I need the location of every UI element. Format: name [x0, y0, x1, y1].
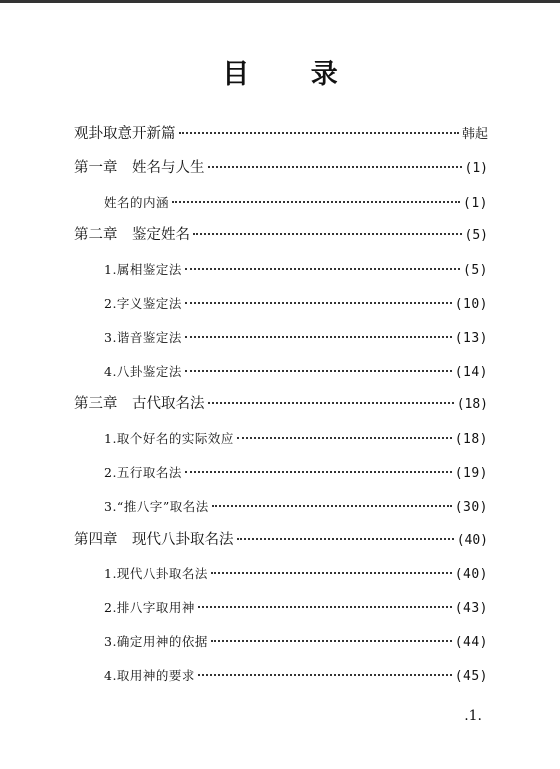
- toc-entry-page: (30): [454, 499, 488, 515]
- toc-entry-label: 2.五行取名法: [104, 464, 182, 480]
- toc-section-row: [74, 456, 488, 490]
- toc-section-row: [74, 625, 488, 659]
- toc-entry-label: 3.确定用神的依据: [104, 633, 208, 649]
- toc-dot-leader: [185, 335, 452, 338]
- toc-chapter-row: [74, 152, 488, 186]
- toc-entry-page: (18): [454, 432, 488, 448]
- toc-section-row: [74, 422, 488, 456]
- toc-entry-label: 1.属相鉴定法: [104, 262, 182, 278]
- toc-entry-label: 第二章 鉴定姓名: [74, 227, 190, 244]
- toc-section-row: [74, 490, 488, 524]
- toc-entry-page: (5): [464, 228, 488, 244]
- toc-chapter-row: [74, 388, 488, 422]
- toc-section-row: [74, 287, 488, 321]
- toc-entry-page: (1): [463, 195, 488, 211]
- toc-entry-page: (5): [463, 263, 488, 279]
- toc-chapter-row: [74, 118, 488, 152]
- toc-entry-page: (40): [454, 567, 488, 583]
- toc-section-row: [74, 591, 488, 625]
- toc-dot-leader: [179, 131, 459, 134]
- toc-entry-page: (43): [454, 601, 488, 617]
- toc-section-row: [74, 253, 488, 287]
- toc-entry-label: 姓名的内涵: [104, 194, 170, 210]
- toc-entry-page: (13): [454, 330, 488, 346]
- toc-entry-label: 第四章 现代八卦取名法: [74, 531, 234, 548]
- toc-entry-label: 第一章 姓名与人生: [74, 159, 205, 176]
- toc-entry-label: 4.取用神的要求: [104, 667, 195, 683]
- toc-entry-label: 2.排八字取用神: [104, 600, 195, 616]
- toc-dot-leader: [237, 436, 452, 439]
- toc-chapter-row: [74, 219, 488, 253]
- toc-entry-page: (44): [454, 634, 488, 650]
- page-number: .1.: [464, 708, 482, 724]
- toc-dot-leader: [185, 470, 452, 473]
- toc-entry-page: (40): [456, 532, 488, 548]
- toc-entry-label: 4.八卦鉴定法: [104, 363, 182, 379]
- toc-entry-page: 韩起: [461, 127, 488, 142]
- toc-section-row: [74, 355, 488, 389]
- toc-dot-leader: [198, 673, 452, 676]
- toc-entry-page: (10): [454, 296, 488, 312]
- toc-entry-page: (19): [454, 465, 488, 481]
- toc-entry-page: (45): [454, 668, 488, 684]
- toc-entry-page: (1): [464, 160, 488, 176]
- toc-entry-label: 1.现代八卦取名法: [104, 566, 208, 582]
- toc-entry-label: 3.谐音鉴定法: [104, 329, 182, 345]
- toc-dot-leader: [172, 200, 460, 203]
- toc-dot-leader: [193, 232, 462, 235]
- toc-chapter-row: [74, 524, 488, 558]
- toc-entry-label: 3.“推八字”取名法: [104, 498, 209, 514]
- table-of-contents: [74, 118, 488, 693]
- page-top-edge: [0, 0, 560, 3]
- toc-section-row: [74, 186, 488, 220]
- toc-dot-leader: [208, 401, 454, 404]
- toc-dot-leader: [185, 267, 460, 270]
- toc-entry-label: 1.取个好名的实际效应: [104, 431, 234, 447]
- toc-dot-leader: [211, 571, 452, 574]
- toc-dot-leader: [198, 605, 452, 608]
- toc-entry-label: 观卦取意开新篇: [74, 126, 176, 142]
- toc-entry-page: (14): [454, 364, 488, 380]
- toc-dot-leader: [237, 537, 454, 540]
- toc-entry-label: 2.字义鉴定法: [104, 295, 182, 311]
- toc-entry-label: 第三章 古代取名法: [74, 396, 205, 413]
- toc-dot-leader: [212, 504, 452, 507]
- toc-dot-leader: [208, 165, 462, 168]
- page-title: 目 录: [222, 59, 364, 90]
- toc-dot-leader: [211, 639, 452, 642]
- toc-dot-leader: [185, 369, 452, 372]
- toc-entry-page: (18): [456, 397, 488, 413]
- toc-section-row: [74, 659, 488, 693]
- toc-section-row: [74, 321, 488, 355]
- toc-section-row: [74, 557, 488, 591]
- toc-dot-leader: [185, 301, 452, 304]
